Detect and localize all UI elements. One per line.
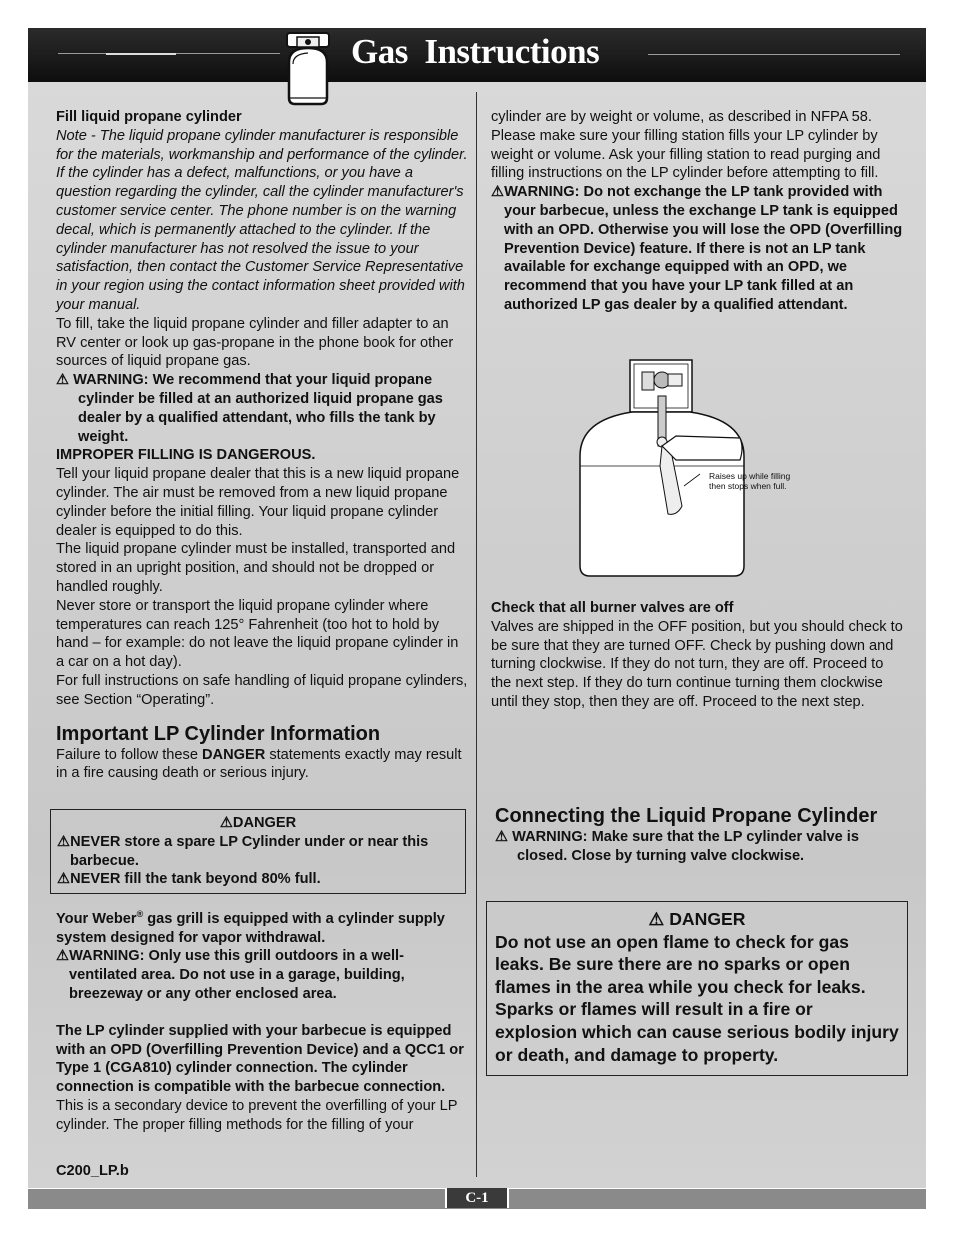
failure-pre: Failure to follow these [56, 746, 203, 763]
continued-text: cylinder are by weight or volume, as described in NFPA 58. Please make sure your filling station fills your LP cylinder by weight or volume. Ask your filling station to read purging and filling instructions on the LP cylinder before attempting to fill. [491, 109, 881, 182]
improper-filling: IMPROPER FILLING IS DANGEROUS. [56, 447, 316, 464]
manufacturer-note: Note - The liquid propane cylinder manufacturer is responsible for the materials, workmanship and performance of the cylinder. If the cylinder has a defect, malfunctions, or you have a question regarding the cylinder, call the cylinder manufacturer's customer service center. The phone number is on the warning decal, which is permanently attached to the cylinder. If the cylinder manufacturer has not resolved the issue to your satisfaction, then contact the Customer Service Representative in your region using the contact information sheet provided with your manual. [56, 127, 468, 313]
danger-item-spare: ⚠NEVER store a spare LP Cylinder under or near this barbecue. [57, 833, 429, 869]
never-store-text: Never store or transport the liquid propane cylinder where temperatures can reach 125° Fahrenheit (too hot to hold by hand – for example: do not leave the liquid propane cylinder in a car on a hot day). [56, 597, 459, 671]
header-rule-right [648, 54, 900, 55]
header-rule-left-accent [106, 53, 176, 55]
warning-valve: ⚠ WARNING: Make sure that the LP cylinder valve is closed. Close by turning valve clockwise. [495, 829, 859, 864]
left-column [56, 108, 468, 783]
page-number: C-1 [445, 1188, 509, 1208]
danger-box-right [486, 901, 908, 1076]
supplied-text: The LP cylinder supplied with your barbecue is equipped with an OPD (Overfilling Prevention Device) and a QCC1 or Type 1 (CGA810) cylinder connection. The cylinder connection is compatible with the barbecue connection. [56, 1022, 464, 1096]
warning-exchange: ⚠WARNING: Do not exchange the LP tank provided with your barbecue, unless the exchange LP tank is equipped with an OPD. Otherwise you will lose the OPD (Overfilling Prevention Device) feature. If there is not an LP tank available for exchange equipped with an OPD, we recommend that you have your LP tank filled at an authorized LP gas dealer by a qualified attendant. [491, 184, 903, 313]
failure-bold: DANGER [202, 746, 266, 763]
registered-mark: ® [136, 909, 144, 919]
fill-heading: Fill liquid propane cylinder [56, 109, 242, 125]
danger-title-right: ⚠ DANGER [648, 909, 746, 929]
important-heading: Important LP Cylinder Information [56, 722, 381, 745]
secondary-text: This is a secondary device to prevent the overfilling of your LP cylinder. The proper filling methods for the filling of your [56, 1098, 458, 1133]
page-title: Gas Instructions [351, 32, 600, 71]
column-divider [476, 92, 477, 1177]
to-fill-text: To fill, take the liquid propane cylinder and filler adapter to an RV center or look up gas-propane in the phone book for other sources of liquid propane gas. [56, 315, 454, 370]
document-code: C200_LP.b [56, 1163, 129, 1179]
right-column [491, 108, 903, 315]
warning-fill: ⚠ WARNING: We recommend that your liquid propane cylinder be filled at an authorized liquid propane gas dealer by a qualified attendant, who fills the tank by weight. [56, 372, 443, 445]
failure-text [56, 746, 468, 784]
tell-dealer-text: Tell your liquid propane dealer that this is a new liquid propane cylinder. The air must be removed from a new liquid propane cylinder before the initial filling. Your liquid propane cylinder dealer is equipped to do this. [56, 466, 460, 539]
page-header [28, 28, 926, 82]
check-text: Valves are shipped in the OFF position, but you should check to be sure that they are turned OFF. Check by pushing down and turning clockwise. If they do not turn, they are off. Proceed to the next step. If they do turn continue turning them clockwise until they stop, then they are off. Proceed to the next step. [491, 618, 903, 710]
danger-item-fill: ⚠NEVER fill the tank beyond 80% full. [57, 871, 321, 888]
weber-pre: Your Weber [56, 910, 137, 927]
warning-outdoors: ⚠WARNING: Only use this grill outdoors in a well-ventilated area. Do not use in a garage, building, breezeway or any other enclosed area. [56, 948, 405, 1003]
danger-text-right: Do not use an open flame to check for gas leaks. Be sure there are no sparks or open flames in the area while you check for leaks. Sparks or flames will result in a fire or explosion which can cause serious bodily injury or death, and damage to property. [495, 931, 899, 1065]
check-heading: Check that all burner valves are off [491, 600, 734, 616]
propane-tank-icon [283, 32, 343, 108]
left-column-lower [56, 905, 468, 1135]
danger-box-left [50, 809, 466, 894]
weber-text [56, 905, 468, 947]
right-column-middle [491, 599, 903, 712]
weber-post: gas grill is equipped with a cylinder supply system designed for vapor withdrawal. [56, 910, 445, 946]
failure-post: statements exactly may result in a fire causing death or serious injury. [56, 746, 462, 782]
installed-text: The liquid propane cylinder must be installed, transported and stored in an upright position, and should not be dropped or handled roughly. [56, 541, 456, 595]
float-label: Raises up while filling then stops when full. [709, 471, 791, 491]
full-instructions-text: For full instructions on safe handling of liquid propane cylinders, see Section “Operating”. [56, 672, 468, 708]
connecting-section [495, 805, 895, 866]
danger-title-left: ⚠DANGER [219, 815, 297, 831]
connecting-heading: Connecting the Liquid Propane Cylinder [495, 805, 878, 827]
